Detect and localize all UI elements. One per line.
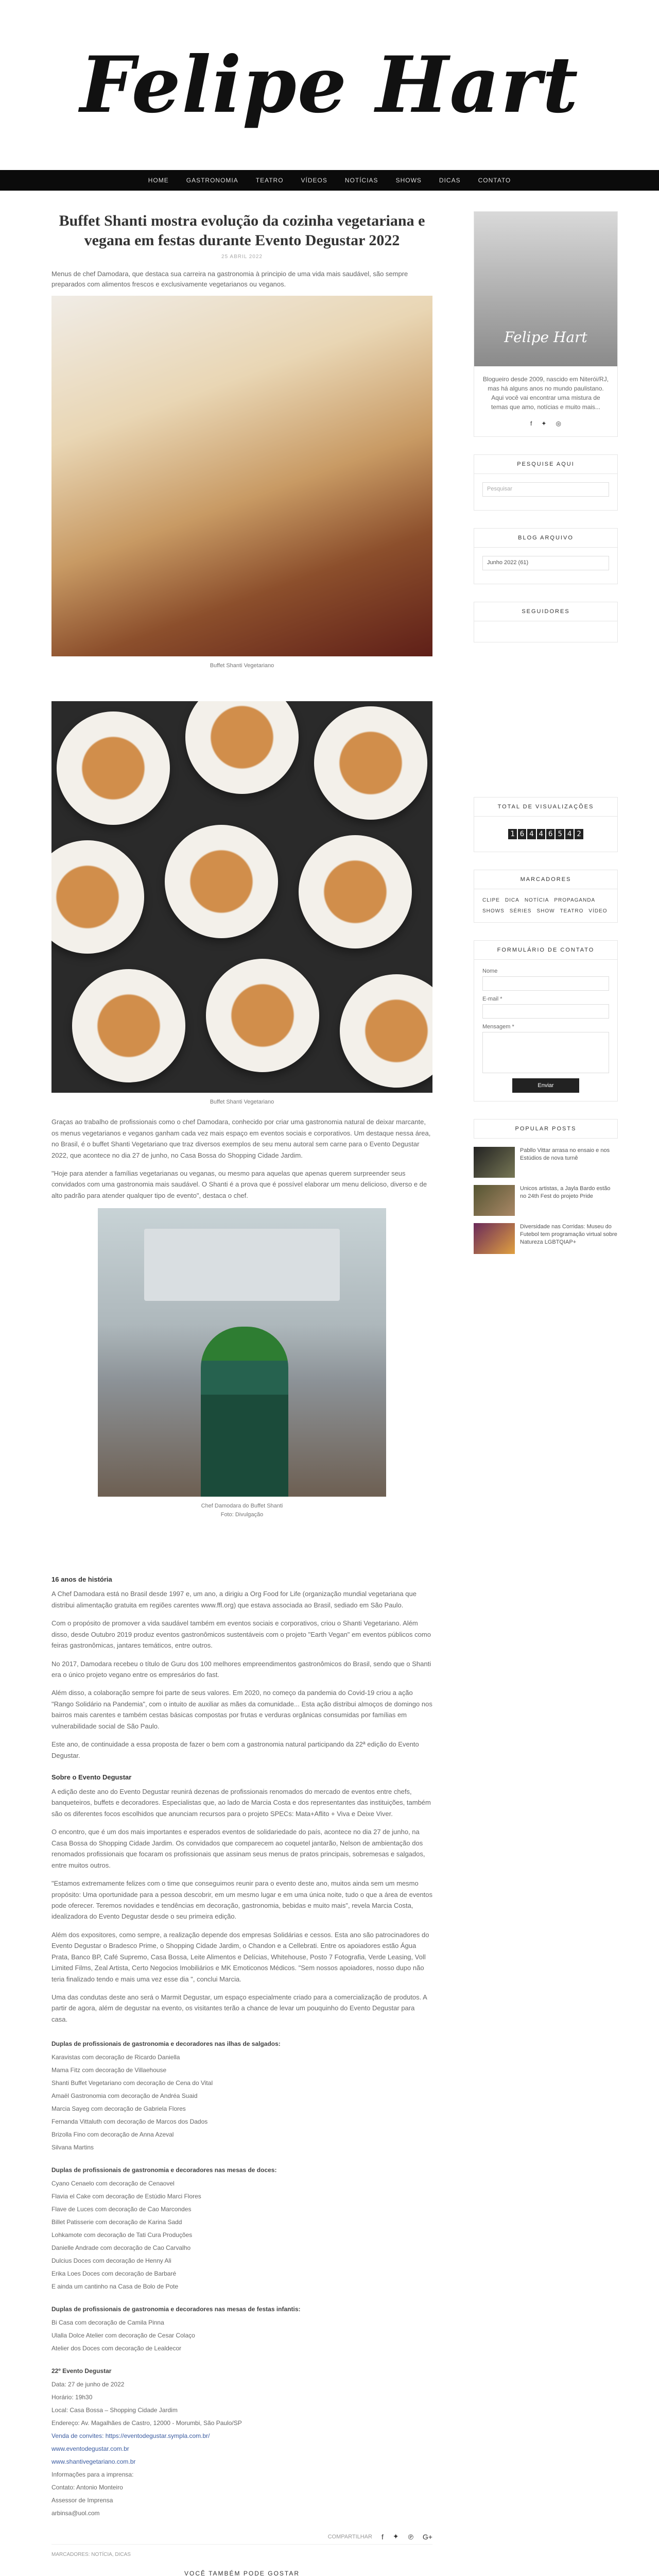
twitter-icon[interactable]: ✦ [392, 2532, 399, 2541]
post-body [41, 1116, 443, 1201]
counter-digit: 5 [556, 829, 564, 839]
list-heading: Duplas de profissionais de gastronomia e decoradores nas mesas de doces: [51, 2166, 277, 2174]
widget-title: SEGUIDORES [474, 602, 617, 621]
list-item: Flave de Luces com decoração de Cao Marcondes [51, 2206, 192, 2213]
chef-photo [98, 1208, 386, 1497]
popular-post[interactable] [474, 1185, 618, 1216]
widget-title: POPULAR POSTS [474, 1119, 618, 1139]
nav-home[interactable]: HOME [148, 177, 169, 184]
widget-title: PESQUISE AQUI [474, 455, 617, 474]
tag-link[interactable]: SHOW [536, 908, 555, 914]
nav-videos[interactable]: VÍDEOS [301, 177, 327, 184]
post-column [41, 211, 443, 2576]
nav-gastronomia[interactable]: GASTRONOMIA [186, 177, 238, 184]
paragraph: Este ano, de continuidade a essa proposta de fazer o bem com a gastronomia natural participando da 22ª edição do Evento Degustar. [51, 1740, 419, 1759]
list-item: Silvana Martins [51, 2144, 94, 2151]
plates-photo [51, 701, 432, 1093]
list-item: Informações para a imprensa: [51, 2471, 134, 2479]
popular-title[interactable]: Diversidade nas Corridas: Museu do Futebol tem programação virtual sobre Natureza LGBTQIAP+ [520, 1224, 617, 1245]
contact-widget [474, 940, 618, 1101]
counter-digit: 4 [537, 829, 545, 839]
list-doces [51, 2166, 432, 2290]
list-heading: 22º Evento Degustar [51, 2367, 112, 2375]
facebook-icon[interactable]: f [381, 2532, 384, 2541]
photo-caption [41, 1502, 443, 1519]
list-item: Marcia Sayeg com decoração de Gabriela Flores [51, 2105, 186, 2113]
list-item: Fernanda Vittaluth com decoração de Marcos dos Dados [51, 2118, 208, 2126]
profile-signature: Felipe Hart [504, 329, 587, 346]
tag-link[interactable]: PROPAGANDA [554, 897, 596, 903]
list-item: E ainda um cantinho na Casa de Bolo de Pote [51, 2283, 179, 2291]
nav-noticias[interactable]: NOTÍCIAS [344, 177, 378, 184]
event-info [51, 2367, 432, 2517]
popular-post[interactable] [474, 1223, 618, 1254]
popular-title[interactable]: Unicos artistas, a Jayla Bardo estão no 24th Fest do projeto Pride [520, 1185, 611, 1199]
post-labels[interactable]: MARCADORES: NOTÍCIA, DICAS [51, 2544, 432, 2557]
profile-bio [474, 366, 617, 436]
list-item: Local: Casa Bossa – Shopping Cidade Jardim [51, 2406, 178, 2414]
caption-line: Foto: Divulgação [220, 1511, 264, 1518]
list-item: Bi Casa com decoração de Camila Pinna [51, 2319, 164, 2327]
archive-widget [474, 528, 618, 584]
widget-title: TOTAL DE VISUALIZAÇÕES [474, 798, 617, 817]
list-item: Dulcius Doces com decoração de Henny Ali [51, 2257, 171, 2265]
search-widget [474, 454, 618, 511]
list-item: Mama Fitz com decoração de Villaehouse [51, 2066, 167, 2074]
email-field[interactable] [482, 1004, 609, 1019]
message-label: Mensagem * [482, 1024, 514, 1030]
name-label: Nome [482, 968, 498, 974]
profile-photo [474, 212, 617, 366]
views-widget [474, 797, 618, 852]
paragraph: No 2017, Damodara recebeu o título de Guru dos 100 melhores empreendimentos gastronômicos do Brasil, sendo que o Shanti era o único projeto vegano entre os empresários do fast. [51, 1659, 431, 1679]
ticket-link[interactable]: Venda de convites: https://eventodegustar.sympla.com.br/ [51, 2432, 210, 2440]
paragraph: A edição deste ano do Evento Degustar reunirá dezenas de profissionais renomados do mercado de eventos entre chefs, banqueteiros, buffets e decoradores. Especialistas que, ao lado de Marcia Costa e dos representantes das instituições, também são os diferentes focos escolhidos que anunciam recursos para o projeto SPECs: Mata+Aflito + Viva e Deixe Viver. [51, 1788, 431, 1818]
list-infantis [51, 2306, 432, 2352]
paragraph: Uma das condutas deste ano será o Marmit Degustar, um espaço especialmente criado para a comercialização de produtos. A partir de agora, além de degustar na evento, os visitantes terão a chance de levar um pouquinho do Evento Degustar para casa. [51, 1993, 427, 2023]
followers-widget [474, 602, 618, 642]
tag-link[interactable]: SÉRIES [509, 908, 532, 914]
counter-digit: 6 [518, 829, 526, 839]
paragraph: Graças ao trabalho de profissionais como o chef Damodara, conhecido por criar uma gastronomia natural de deixar marcante, os menus vegetarianos e veganos ganham cada vez mais espaço em eventos sociais e corporativos. Um destaque nessa área, no Brasil, é o buffet Shanti Vegetariano que traz diversos exemplos de seu menu autoral sem carne para o Evento Degustar 2022, que acontece no dia 27 de junho, no Casa Bossa do Shopping Cidade Jardim. [51, 1118, 431, 1159]
facebook-icon[interactable]: f [530, 420, 532, 427]
list-item: Amaël Gastronomia com decoração de Andréa Suaid [51, 2092, 198, 2100]
list-item: Cyano Cenaelo com decoração de Cenaovel [51, 2180, 175, 2188]
tag-link[interactable]: TEATRO [560, 908, 584, 914]
email-link[interactable]: arbinsa@uol.com [51, 2510, 100, 2517]
counter-digit: 6 [546, 829, 554, 839]
photo-caption: Buffet Shanti Vegetariano [210, 663, 274, 669]
name-field[interactable] [482, 976, 609, 991]
list-item: Shanti Buffet Vegetariano com decoração de Cena do Vital [51, 2079, 213, 2087]
social-icons [482, 419, 609, 428]
share-bar [51, 2532, 432, 2541]
nav-dicas[interactable]: DICAS [439, 177, 461, 184]
site-header [0, 0, 659, 170]
tag-link[interactable]: DICA [505, 897, 519, 903]
section-heading: 16 anos de história [51, 1575, 112, 1584]
paragraph: Além disso, a colaboração sempre foi parte de seus valores. Em 2020, no começo da pandemia do Covid-19 criou a ação "Rango Solidário na Pandemia", com o intuito de auxiliar as mães da comunidade... Esta ação distribui almoços de domingo nos bairros mais carentes e também cestas básicas compostas por frutas e verduras orgânicas consumidas por famílias em vulnerabilidade social de São Paulo. [51, 1689, 432, 1730]
list-item: Ulalla Dolce Atelier com decoração de Cesar Colaço [51, 2332, 195, 2340]
section-heading: Sobre o Evento Degustar [51, 1773, 132, 1782]
caption-line: Chef Damodara do Buffet Shanti [201, 1503, 283, 1510]
paragraph: "Estamos extremamente felizes com o time que conseguimos reunir para o evento deste ano, muitos ainda sem um mesmo propósito: Uma oportunidade para a pessoa descobrir, em um mesmo lugar e em uma única noite, tudo o que a área de eventos pode oferecer. Teremos novidades e tendências em decoração, gastronomia, bebidas e muito mais", revela Marcia Costa, idealizadora do Evento Degustar desde o seu primeira edição. [51, 1879, 432, 1921]
paragraph: A Chef Damodara está no Brasil desde 1997 e, um ano, a dirigiu a Org Food for Life (organização mundial vegetariana que distribui alimentação gratuita em regiões carentes www.ffl.org) que estava associada ao Brasil, sediado em São Paulo. [51, 1590, 417, 1609]
counter-digit: 2 [575, 829, 583, 839]
list-salgados [51, 2040, 432, 2151]
list-item: Karavistas com decoração de Ricardo Daniella [51, 2054, 180, 2061]
search-input[interactable]: Pesquisar [482, 482, 609, 497]
paragraph: "Hoje para atender a famílias vegetarianas ou veganas, ou mesmo para aquelas que apenas querem surpreender seus convidados com uma gastronomia mais saudável. O Shanti é a prova que é possível elaborar um menu delicioso, diverso e de alto padrão para atender qualquer tipo de evento", destaca o chef. [51, 1170, 427, 1199]
twitter-icon[interactable]: ✦ [541, 420, 547, 427]
shanti-link[interactable]: www.shantivegetariano.com.br [51, 2458, 136, 2466]
view-counter [482, 829, 609, 839]
message-field[interactable] [482, 1032, 609, 1073]
archive-select[interactable]: Junho 2022 (61) [482, 556, 609, 570]
instagram-icon[interactable]: ◎ [556, 420, 561, 427]
share-label: COMPARTILHAR [327, 2533, 372, 2540]
list-item: Endereço: Av. Magalhães de Castro, 12000 - Morumbi, São Paulo/SP [51, 2419, 242, 2427]
widget-title: BLOG ARQUIVO [474, 529, 617, 548]
send-button[interactable]: Enviar [512, 1078, 579, 1093]
list-heading: Duplas de profissionais de gastronomia e decoradores nas mesas de festas infantis: [51, 2306, 301, 2313]
tag-link[interactable]: NOTÍCIA [524, 897, 549, 903]
tag-link[interactable]: VÍDEO [588, 908, 608, 914]
bio-text: Blogueiro desde 2009, nascido em Niterói/RJ, mas há alguns anos no mundo paulistano. Aqui você vai encontrar uma mistura de temas que amo, notícias e muito mais... [482, 376, 609, 411]
list-item: Billet Patisserie com decoração de Karina Sadd [51, 2218, 182, 2226]
paragraph: O encontro, que é um dos mais importantes e esperados eventos de solidariedade do país, acontece no dia 27 de junho, na Casa Bossa do Shopping Cidade Jardim. Os convidados que comparecem ao coquetel jantarão, Nelson de ambientação dos renomados profissionais que focaram os profissionais que assinam seus menus de pratos principais, sobremesas e salgados, entre muitos outros. [51, 1828, 425, 1869]
list-item: Lohkamote com decoração de Tati Cura Produções [51, 2231, 193, 2239]
list-heading: Duplas de profissionais de gastronomia e decoradores nas ilhas de salgados: [51, 2040, 281, 2048]
nav-teatro[interactable]: TEATRO [255, 177, 284, 184]
related-heading: VOCÊ TAMBÉM PODE GOSTAR [184, 2570, 300, 2576]
profile-widget [474, 211, 618, 437]
post-title: Buffet Shanti mostra evolução da cozinha vegetariana e vegana em festas durante Evento Degustar 2022 [59, 212, 425, 249]
list-item: Brizolla Fino com decoração de Anna Azeval [51, 2131, 174, 2139]
counter-digit: 4 [527, 829, 535, 839]
widget-title: MARCADORES [474, 870, 617, 889]
google-plus-icon[interactable]: G+ [422, 2532, 432, 2541]
list-item: Horário: 19h30 [51, 2394, 93, 2401]
list-item: Atelier dos Doces com decoração de Lealdecor [51, 2345, 182, 2352]
nav-contato[interactable]: CONTATO [478, 177, 511, 184]
counter-digit: 4 [565, 829, 574, 839]
event-link[interactable]: www.eventodegustar.com.br [51, 2445, 129, 2453]
main-nav [0, 170, 659, 191]
list-item: Erika Loes Doces com decoração de Barbaré [51, 2270, 177, 2278]
email-label: E-mail * [482, 996, 502, 1002]
nav-shows[interactable]: SHOWS [395, 177, 422, 184]
widget-title: FORMULÁRIO DE CONTATO [474, 941, 617, 960]
tags-widget [474, 870, 618, 923]
post-body [41, 1575, 443, 2025]
sidebar [474, 211, 618, 2576]
popular-widget [474, 1119, 618, 1269]
paragraph: Com o propósito de promover a vida saudável também em eventos sociais e corporativos, criou o Shanti Vegetariano. Além disso, desde Outubro 2019 produz eventos gastronômicos sustentáveis com o projeto "Earth Vegan" em eventos públicos como feiras gastronômicas, jantares temáticos, entre outros. [51, 1619, 431, 1650]
list-item: Danielle Andrade com decoração de Cao Carvalho [51, 2244, 191, 2252]
tag-link[interactable]: SHOWS [482, 908, 505, 914]
list-item: Assessor de Imprensa [51, 2497, 113, 2504]
list-item: Data: 27 de junho de 2022 [51, 2381, 125, 2388]
tag-link[interactable]: CLIPE [482, 897, 500, 903]
counter-digit: 1 [508, 829, 516, 839]
pinterest-icon[interactable]: ℗ [408, 2532, 413, 2541]
post-date: 25 ABRIL 2022 [221, 254, 263, 260]
site-logo[interactable]: Felipe Hart [80, 40, 579, 130]
photo-caption: Buffet Shanti Vegetariano [210, 1098, 274, 1105]
post-intro: Menus de chef Damodara, que destaca sua carreira na gastronomia à principio de uma vida mais saudável, são sempre preparados com alimentos frescos e exclusivamente vegetarianos ou veganos. [51, 270, 408, 289]
paragraph: Além dos expositores, como sempre, a realização depende dos empresas Solidárias e cessos. Esta ano são patrocinadores do Evento Degustar o Bradesco Prime, o Shopping Cidade Jardim, o Chandon e a Cellebrati. Entre os apoiadores estão Água Prata, Banco BP, Café Supremo, Casa Bossa, Leite Alimentos e Delícias, Whitehouse, Posto 7 Fotografia, Verde Leasing, Voll Limited Films, Zeal Artista, Certo Negocios Imobiliários e MK Emoticonos Médicos. "Sem nossos apoiadores, nosso dupo não teria finalizado tendo e mais uma vez esse dia ", conclui Marcia. [51, 1930, 429, 1983]
food-photo [51, 296, 432, 656]
popular-title[interactable]: Pabllo Vittar arrasa no ensaio e nos Estúdios de nova turnê [520, 1147, 610, 1161]
list-item: Flavia el Cake com decoração de Estúdio Marci Flores [51, 2193, 201, 2200]
popular-post[interactable] [474, 1147, 618, 1178]
list-item: Contato: Antonio Monteiro [51, 2484, 123, 2492]
